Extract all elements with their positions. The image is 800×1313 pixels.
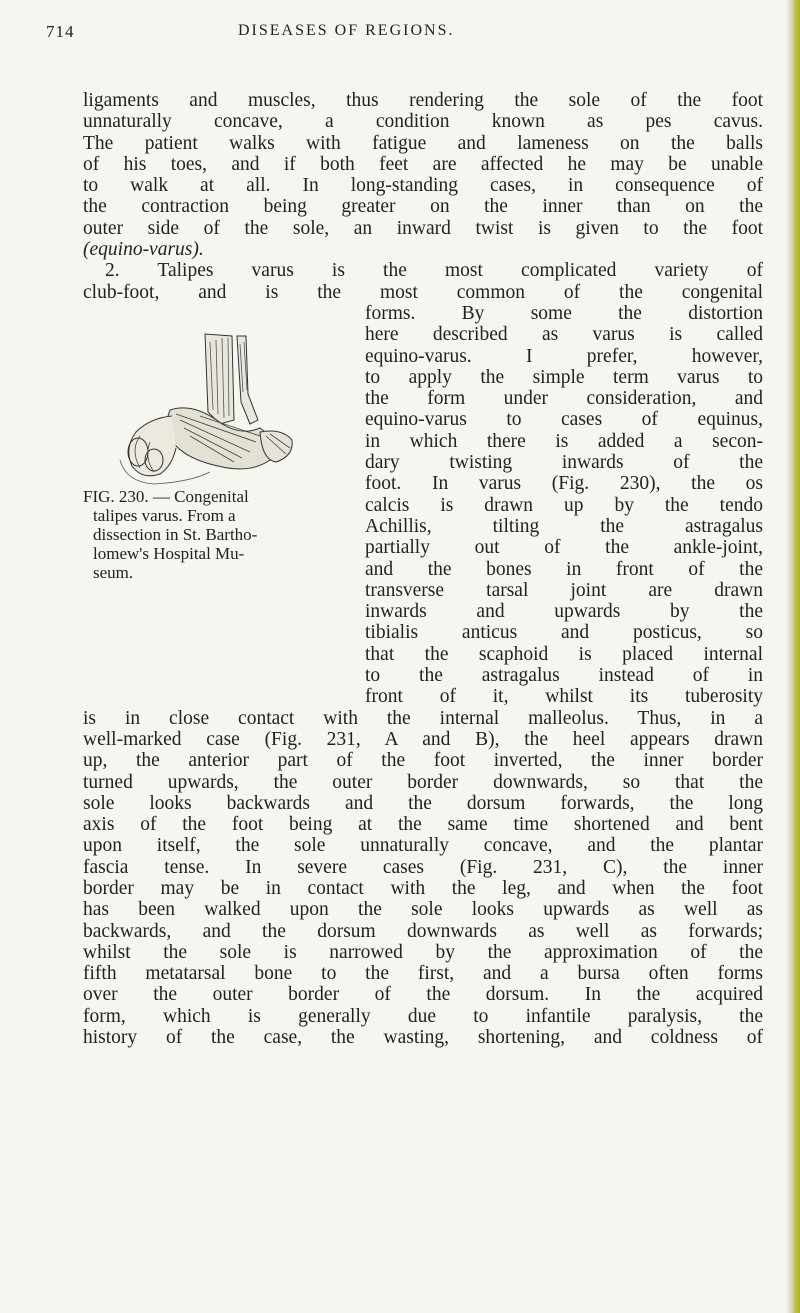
- page-edge: [786, 0, 800, 1313]
- text-line: inwards and upwards by the: [365, 601, 763, 623]
- text-line: up, the anterior part of the foot inverted, the inner border: [83, 750, 763, 772]
- text-line: here described as varus is called: [365, 324, 763, 346]
- text-line: forms. By some the distortion: [365, 302, 763, 324]
- text-line: backwards, and the dorsum downwards as well as forwards;: [83, 920, 763, 942]
- text-line: to the astragalus instead of in: [365, 665, 763, 687]
- text-line: (equino-varus).: [83, 239, 204, 261]
- text-line: equino-varus to cases of equinus,: [365, 409, 763, 431]
- text-line: The patient walks with fatigue and lameness on the balls: [83, 132, 763, 154]
- text-line: ligaments and muscles, thus rendering the sole of the foot: [83, 90, 763, 111]
- text-line: front of it, whilst its tuberosity: [365, 686, 763, 708]
- text-line: border may be in contact with the leg, and when the foot: [83, 877, 763, 899]
- text-line: axis of the foot being at the same time shortened and bent: [83, 814, 763, 836]
- club-foot-figure: [110, 332, 355, 486]
- page-header: [46, 22, 746, 46]
- text-line: Achillis, tilting the astragalus: [365, 515, 763, 537]
- text-line: form, which is generally due to infantile paralysis, the: [83, 1005, 763, 1027]
- text-line: whilst the sole is narrowed by the approximation of the: [83, 941, 763, 963]
- text-line: the form under consideration, and: [365, 388, 763, 410]
- text-line: in which there is added a secon-: [365, 430, 763, 452]
- text-line: foot. In varus (Fig. 230), the os: [365, 473, 763, 495]
- text-line: to walk at all. In long-standing cases, in consequence of: [83, 175, 763, 197]
- text-line: equino-varus. I prefer, however,: [365, 345, 763, 367]
- caption-line: talipes varus. From a: [93, 506, 236, 525]
- text-line: upon itself, the sole unnaturally concave, and the plantar: [83, 835, 763, 857]
- text-line: over the outer border of the dorsum. In the acquired: [83, 984, 763, 1006]
- page-number: 714: [46, 22, 75, 41]
- text-line: fascia tense. In severe cases (Fig. 231, C), the inner: [83, 856, 763, 878]
- caption-label: FIG. 230. — Congenital: [83, 487, 249, 506]
- text-line: well-marked case (Fig. 231, A and B), the heel appears drawn: [83, 728, 763, 750]
- caption-line: seum.: [93, 563, 134, 582]
- text-line: dary twisting inwards of the: [365, 452, 763, 474]
- text-line: and the bones in front of the: [365, 558, 763, 580]
- caption-line: lomew's Hospital Mu-: [93, 544, 245, 563]
- text-line: 2. Talipes varus is the most complicated variety of: [105, 260, 763, 282]
- text-line: to apply the simple term varus to: [365, 366, 763, 388]
- text-line: club-foot, and is the most common of the congenital: [83, 281, 763, 303]
- text-line: partially out of the ankle-joint,: [365, 537, 763, 559]
- text-line: is in close contact with the internal malleolus. Thus, in a: [83, 707, 763, 729]
- text-line: calcis is drawn up by the tendo: [365, 494, 763, 516]
- text-line: has been walked upon the sole looks upwards as well as: [83, 899, 763, 921]
- caption-line: dissection in St. Bartho-: [93, 525, 258, 544]
- running-head: DISEASES OF REGIONS.: [238, 22, 455, 39]
- text-line: tibialis anticus and posticus, so: [365, 622, 763, 644]
- text-line: outer side of the sole, an inward twist is given to the foot: [83, 217, 763, 239]
- text-line: transverse tarsal joint are drawn: [365, 579, 763, 601]
- text-line: of his toes, and if both feet are affected he may be unable: [83, 153, 763, 175]
- text-line: that the scaphoid is placed internal: [365, 643, 763, 665]
- tibia-bone: [205, 334, 234, 424]
- text-line: the contraction being greater on the inner than on the: [83, 196, 763, 218]
- text-line: history of the case, the wasting, shortening, and coldness of: [83, 1027, 763, 1049]
- text-line: turned upwards, the outer border downwards, so that the: [83, 771, 763, 793]
- figure-caption: [83, 487, 268, 582]
- text-line: unnaturally concave, a condition known as pes cavus.: [83, 111, 763, 133]
- text-line: sole looks backwards and the dorsum forwards, the long: [83, 792, 763, 814]
- text-line: fifth metatarsal bone to the first, and a bursa often forms: [83, 963, 763, 985]
